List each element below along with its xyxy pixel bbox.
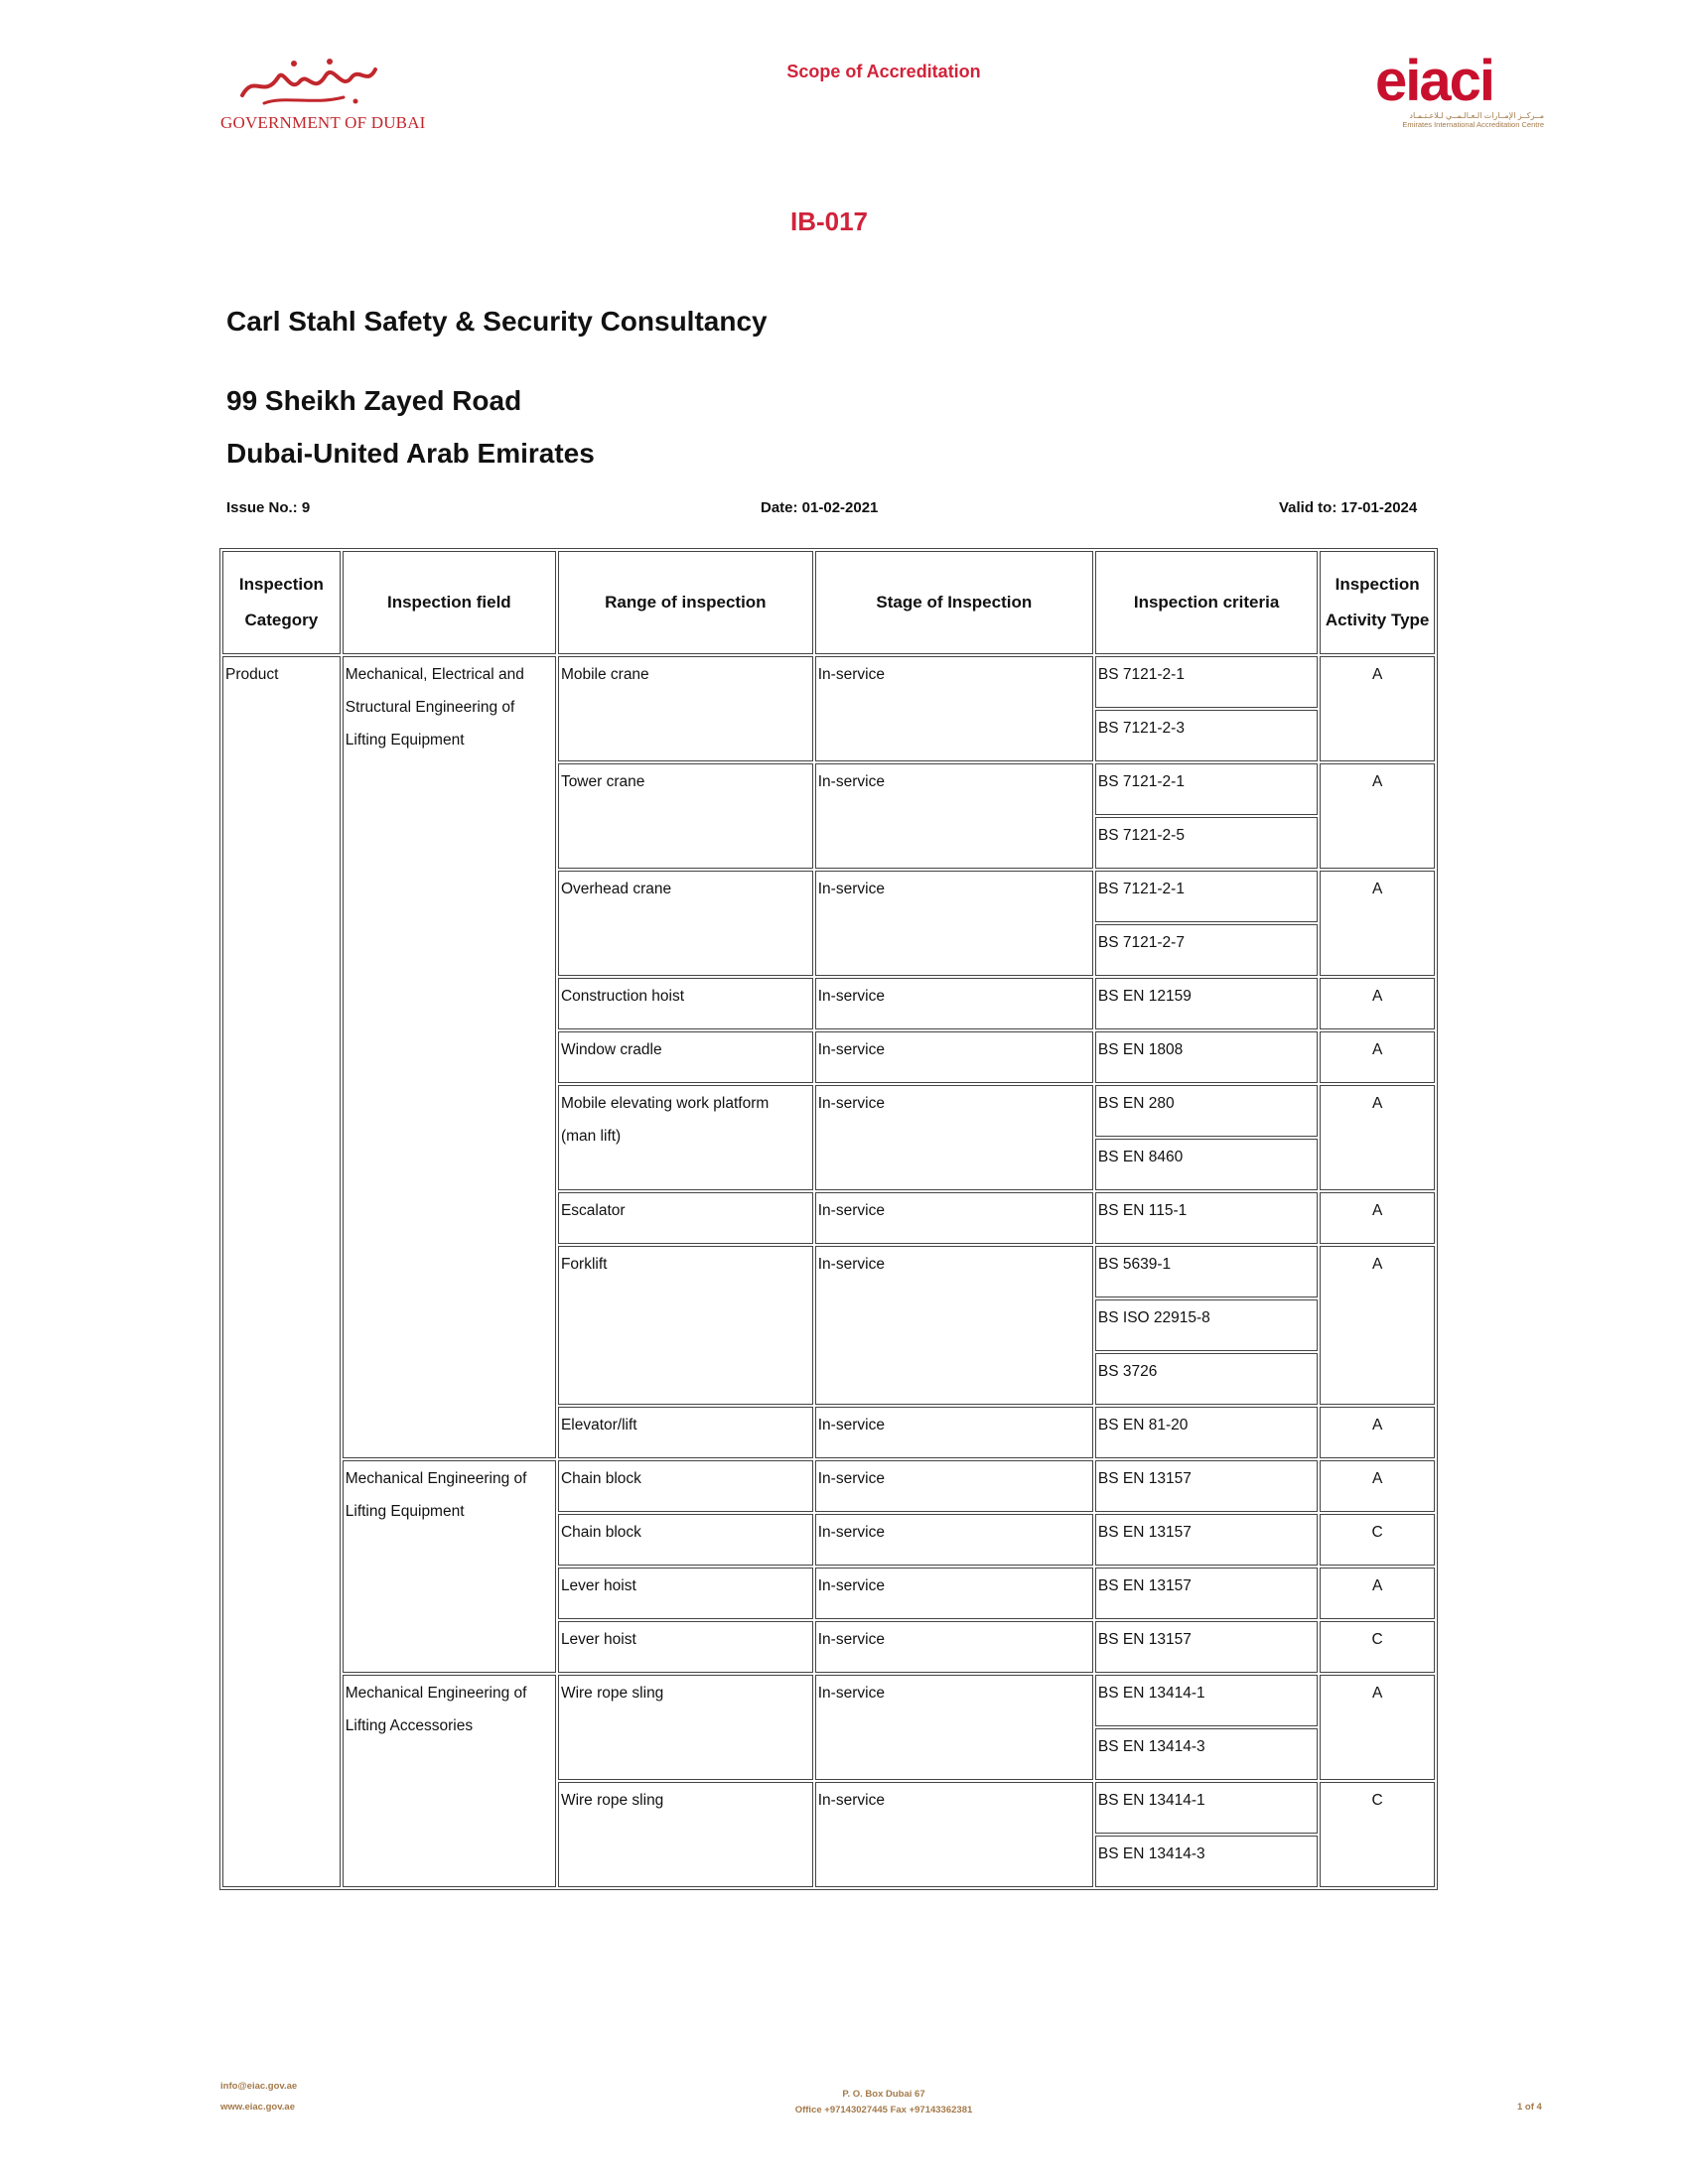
range-of-inspection-cell [558,656,813,761]
range-line: Wire rope sling [560,1685,664,1702]
header-activity-type [1320,551,1435,654]
inspection-criteria-cell: BS EN 115-1 [1095,1192,1318,1244]
range-of-inspection-cell [558,978,813,1029]
stage-of-inspection-cell: In-service [815,1192,1093,1244]
stage-of-inspection-cell: In-service [815,1621,1093,1673]
inspection-criteria-cell: BS EN 1808 [1095,1031,1318,1083]
stage-of-inspection-cell: In-service [815,763,1093,869]
stage-of-inspection-cell: In-service [815,1675,1093,1780]
inspection-criteria-cell: BS EN 280 [1095,1085,1318,1137]
range-line: Lever hoist [560,1631,636,1648]
range-line: Construction hoist [560,988,684,1005]
range-line: Mobile elevating work platform [560,1095,770,1112]
range-line: Wire rope sling [560,1792,664,1809]
header-range-of-inspection: Range of inspection [558,551,813,654]
activity-type-cell: A [1320,1568,1435,1619]
range-of-inspection-cell [558,1192,813,1244]
inspection-criteria-cell: BS EN 8460 [1095,1139,1318,1190]
range-of-inspection-cell [558,1246,813,1405]
inspection-criteria-cell: BS EN 12159 [1095,978,1318,1029]
inspection-criteria-cell: BS EN 13157 [1095,1568,1318,1619]
range-line: Overhead crane [560,881,672,897]
issue-number: Issue No.: 9 [226,499,311,516]
header-inspection-field: Inspection field [343,551,556,654]
footer-website: www.eiac.gov.ae [220,2102,295,2113]
activity-type-cell: A [1320,1192,1435,1244]
range-of-inspection-cell [558,763,813,869]
header-inspection-criteria: Inspection criteria [1095,551,1318,654]
inspection-criteria-cell: BS 7121-2-3 [1095,710,1318,761]
document-code: IB-017 [789,206,869,236]
range-of-inspection-cell [558,1514,813,1566]
inspection-criteria-cell: BS ISO 22915-8 [1095,1299,1318,1351]
table-header-row [222,551,1435,654]
eiac-logo-arabic: مــركــز الإمــارات الـعـالـمــي لـلاعـتـمـاد [1409,111,1544,120]
page-header-title: Scope of Accreditation [786,62,981,81]
activity-type-cell: A [1320,1675,1435,1780]
stage-of-inspection-cell: In-service [815,1246,1093,1405]
table-row [222,1675,1435,1726]
inspection-criteria-cell: BS 7121-2-7 [1095,924,1318,976]
header-stage-of-inspection: Stage of Inspection [815,551,1093,654]
inspection-criteria-cell: BS EN 13414-3 [1095,1728,1318,1780]
inspection-field-line: Lifting Equipment [345,732,465,749]
inspection-criteria-cell: BS EN 13414-1 [1095,1675,1318,1726]
inspection-criteria-cell: BS 5639-1 [1095,1246,1318,1297]
range-line: (man lift) [560,1128,622,1145]
table-row [222,656,1435,708]
range-of-inspection-cell [558,1782,813,1887]
stage-of-inspection-cell: In-service [815,1782,1093,1887]
header-activity-line-1: Inspection [1335,575,1420,594]
inspection-criteria-cell: BS 3726 [1095,1353,1318,1405]
activity-type-cell: A [1320,978,1435,1029]
inspection-field-line: Lifting Accessories [345,1717,474,1734]
stage-of-inspection-cell: In-service [815,1460,1093,1512]
stage-of-inspection-cell: In-service [815,1514,1093,1566]
range-of-inspection-cell [558,1621,813,1673]
inspection-field-cell [343,656,556,1458]
inspection-criteria-cell: BS 7121-2-1 [1095,656,1318,708]
activity-type-cell: A [1320,1460,1435,1512]
activity-type-cell: A [1320,871,1435,976]
range-of-inspection-cell [558,1675,813,1780]
range-line: Lever hoist [560,1577,636,1594]
eiac-logo-mark: eiaci [1375,49,1493,113]
range-line: Chain block [560,1470,641,1487]
organization-name: Carl Stahl Safety & Security Consultancy [226,306,768,337]
issue-date: Date: 01-02-2021 [761,499,879,516]
activity-type-cell: A [1320,763,1435,869]
stage-of-inspection-cell: In-service [815,656,1093,761]
eiac-logo [1375,49,1549,129]
header-category-line-2: Category [244,611,319,629]
inspection-criteria-cell: BS EN 13414-1 [1095,1782,1318,1834]
range-of-inspection-cell [558,1460,813,1512]
table-row [222,1460,1435,1512]
footer-email: info@eiac.gov.ae [220,2081,298,2092]
organization-address-line-1: 99 Sheikh Zayed Road [226,385,522,416]
inspection-criteria-cell: BS EN 13157 [1095,1621,1318,1673]
header-activity-line-2: Activity Type [1325,611,1430,629]
activity-type-cell: C [1320,1514,1435,1566]
activity-type-cell: C [1320,1782,1435,1887]
inspection-category-cell: Product [222,656,341,1887]
header-inspection-category [222,551,341,654]
eiac-logo-english: Emirates International Accreditation Centre [1402,120,1544,129]
activity-type-cell: A [1320,1031,1435,1083]
activity-type-cell: A [1320,1246,1435,1405]
footer-po-box: P. O. Box Dubai 67 [842,2089,925,2100]
range-line: Chain block [560,1524,641,1541]
scope-table-body [222,656,1435,1887]
activity-type-cell: A [1320,656,1435,761]
inspection-criteria-cell: BS EN 81-20 [1095,1407,1318,1458]
scope-table [219,548,1438,1890]
range-line: Mobile crane [560,666,649,683]
activity-type-cell: C [1320,1621,1435,1673]
range-of-inspection-cell [558,1031,813,1083]
range-of-inspection-cell [558,871,813,976]
range-of-inspection-cell [558,1085,813,1190]
range-line: Elevator/lift [560,1417,637,1433]
organization-address-line-2: Dubai-United Arab Emirates [226,438,595,469]
range-line: Tower crane [560,773,645,790]
inspection-field-cell [343,1675,556,1887]
activity-type-cell: A [1320,1085,1435,1190]
range-of-inspection-cell [558,1407,813,1458]
valid-to-date: Valid to: 17-01-2024 [1279,499,1418,516]
header-category-line-1: Inspection [238,575,324,594]
inspection-field-line: Mechanical Engineering of [345,1685,527,1702]
range-line: Window cradle [560,1041,662,1058]
stage-of-inspection-cell: In-service [815,1407,1093,1458]
activity-type-cell: A [1320,1407,1435,1458]
inspection-field-line: Mechanical, Electrical and [345,666,524,683]
inspection-criteria-cell: BS 7121-2-1 [1095,763,1318,815]
inspection-criteria-cell: BS EN 13157 [1095,1460,1318,1512]
gov-logo-text: GOVERNMENT OF DUBAI [220,113,426,132]
inspection-field-line: Structural Engineering of [345,699,515,716]
stage-of-inspection-cell: In-service [815,978,1093,1029]
range-line: Escalator [560,1202,626,1219]
stage-of-inspection-cell: In-service [815,1085,1093,1190]
inspection-field-line: Mechanical Engineering of [345,1470,527,1487]
footer-page-number: 1 of 4 [1517,2102,1542,2113]
range-line: Forklift [560,1256,608,1273]
stage-of-inspection-cell: In-service [815,871,1093,976]
inspection-criteria-cell: BS EN 13414-3 [1095,1836,1318,1887]
inspection-criteria-cell: BS EN 13157 [1095,1514,1318,1566]
inspection-field-cell [343,1460,556,1673]
inspection-field-line: Lifting Equipment [345,1503,465,1520]
inspection-criteria-cell: BS 7121-2-5 [1095,817,1318,869]
stage-of-inspection-cell: In-service [815,1031,1093,1083]
inspection-criteria-cell: BS 7121-2-1 [1095,871,1318,922]
stage-of-inspection-cell: In-service [815,1568,1093,1619]
footer-office-phone: Office +97143027445 Fax +97143362381 [794,2105,973,2116]
range-of-inspection-cell [558,1568,813,1619]
